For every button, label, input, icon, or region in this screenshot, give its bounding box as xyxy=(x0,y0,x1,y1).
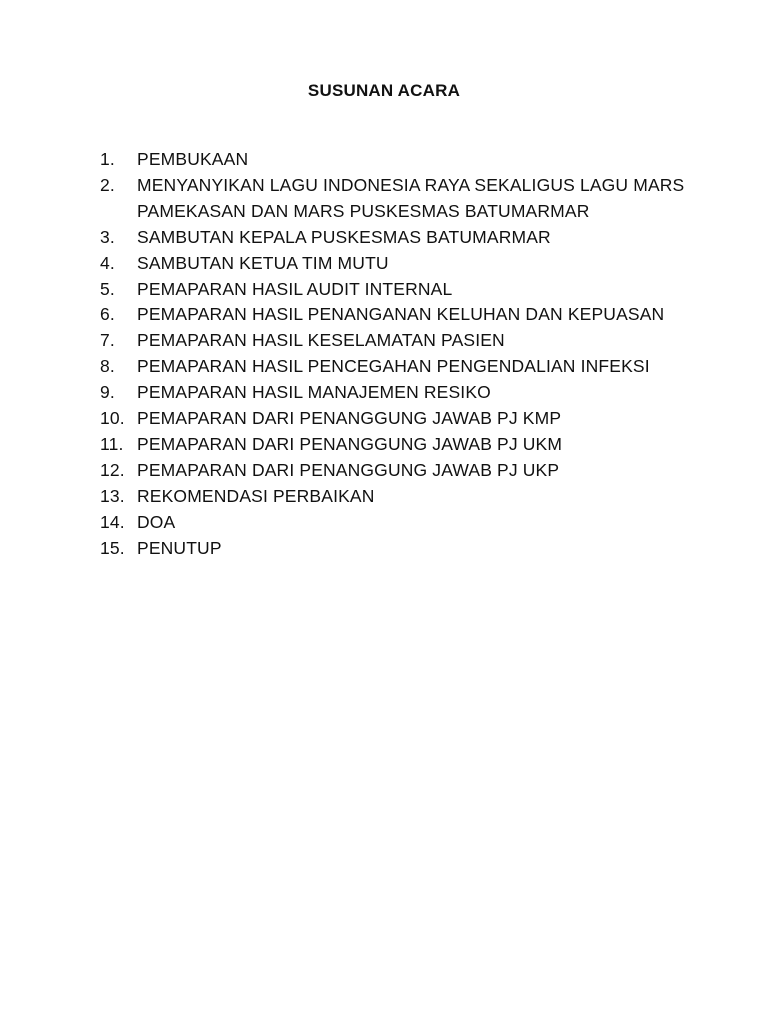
agenda-item xyxy=(100,251,690,277)
agenda-item-text: PENUTUP xyxy=(137,537,222,558)
agenda-item xyxy=(100,302,690,328)
agenda-item xyxy=(100,173,690,225)
agenda-item-text: PEMAPARAN HASIL AUDIT INTERNAL xyxy=(137,278,453,299)
agenda-item xyxy=(100,536,690,562)
agenda-item-number: 10. xyxy=(100,408,125,429)
agenda-item-text: PEMAPARAN DARI PENANGGUNG JAWAB PJ UKP xyxy=(137,459,560,480)
agenda-item-number: 11. xyxy=(100,433,124,454)
agenda-item xyxy=(100,458,690,484)
agenda-item xyxy=(100,328,690,354)
agenda-item-text: MENYANYIKAN LAGU INDONESIA RAYA SEKALIGUS LAGU MARS PAMEKASAN DAN MARS PUSKESMAS BATUMARMAR xyxy=(137,174,685,221)
agenda-item xyxy=(100,432,690,458)
agenda-item-text: PEMBUKAAN xyxy=(137,149,249,169)
agenda-item xyxy=(100,147,690,173)
agenda-item-number: 4. xyxy=(100,252,115,273)
document-title: SUSUNAN ACARA xyxy=(307,81,461,100)
agenda-item-number: 5. xyxy=(100,278,115,299)
agenda-item-number: 13. xyxy=(100,485,125,506)
agenda-item-number: 14. xyxy=(100,511,125,532)
agenda-item-number: 9. xyxy=(100,382,115,403)
agenda-item-text: DOA xyxy=(137,511,176,532)
agenda-item xyxy=(100,277,690,303)
agenda-item-number: 3. xyxy=(100,226,115,247)
agenda-item xyxy=(100,406,690,432)
agenda-item-text: PEMAPARAN HASIL KESELAMATAN PASIEN xyxy=(137,330,505,351)
agenda-item-text: PEMAPARAN HASIL PENCEGAHAN PENGENDALIAN INFEKSI xyxy=(137,356,650,377)
agenda-item-number: 12. xyxy=(100,459,125,480)
agenda-item xyxy=(100,484,690,510)
agenda-item xyxy=(100,225,690,251)
agenda-item xyxy=(100,354,690,380)
agenda-item-number: 8. xyxy=(100,356,115,377)
agenda-item-text: PEMAPARAN DARI PENANGGUNG JAWAB PJ KMP xyxy=(137,408,562,429)
agenda-item-number: 7. xyxy=(100,330,115,351)
agenda-item-text: PEMAPARAN HASIL MANAJEMEN RESIKO xyxy=(137,382,491,403)
agenda-item-text: PEMAPARAN HASIL PENANGANAN KELUHAN DAN KEPUASAN xyxy=(137,304,665,325)
agenda-list xyxy=(100,147,690,562)
agenda-item-number: 15. xyxy=(100,537,125,558)
agenda-item-text: PEMAPARAN DARI PENANGGUNG JAWAB PJ UKM xyxy=(137,433,563,454)
agenda-item xyxy=(100,510,690,536)
agenda-item-number: 6. xyxy=(100,304,115,325)
agenda-item xyxy=(100,380,690,406)
agenda-item-text: SAMBUTAN KEPALA PUSKESMAS BATUMARMAR xyxy=(137,226,551,247)
agenda-item-number: 2. xyxy=(100,174,115,195)
agenda-item-number: 1. xyxy=(100,149,115,169)
agenda-item-text: REKOMENDASI PERBAIKAN xyxy=(137,485,375,506)
agenda-item-text: SAMBUTAN KETUA TIM MUTU xyxy=(137,252,389,273)
